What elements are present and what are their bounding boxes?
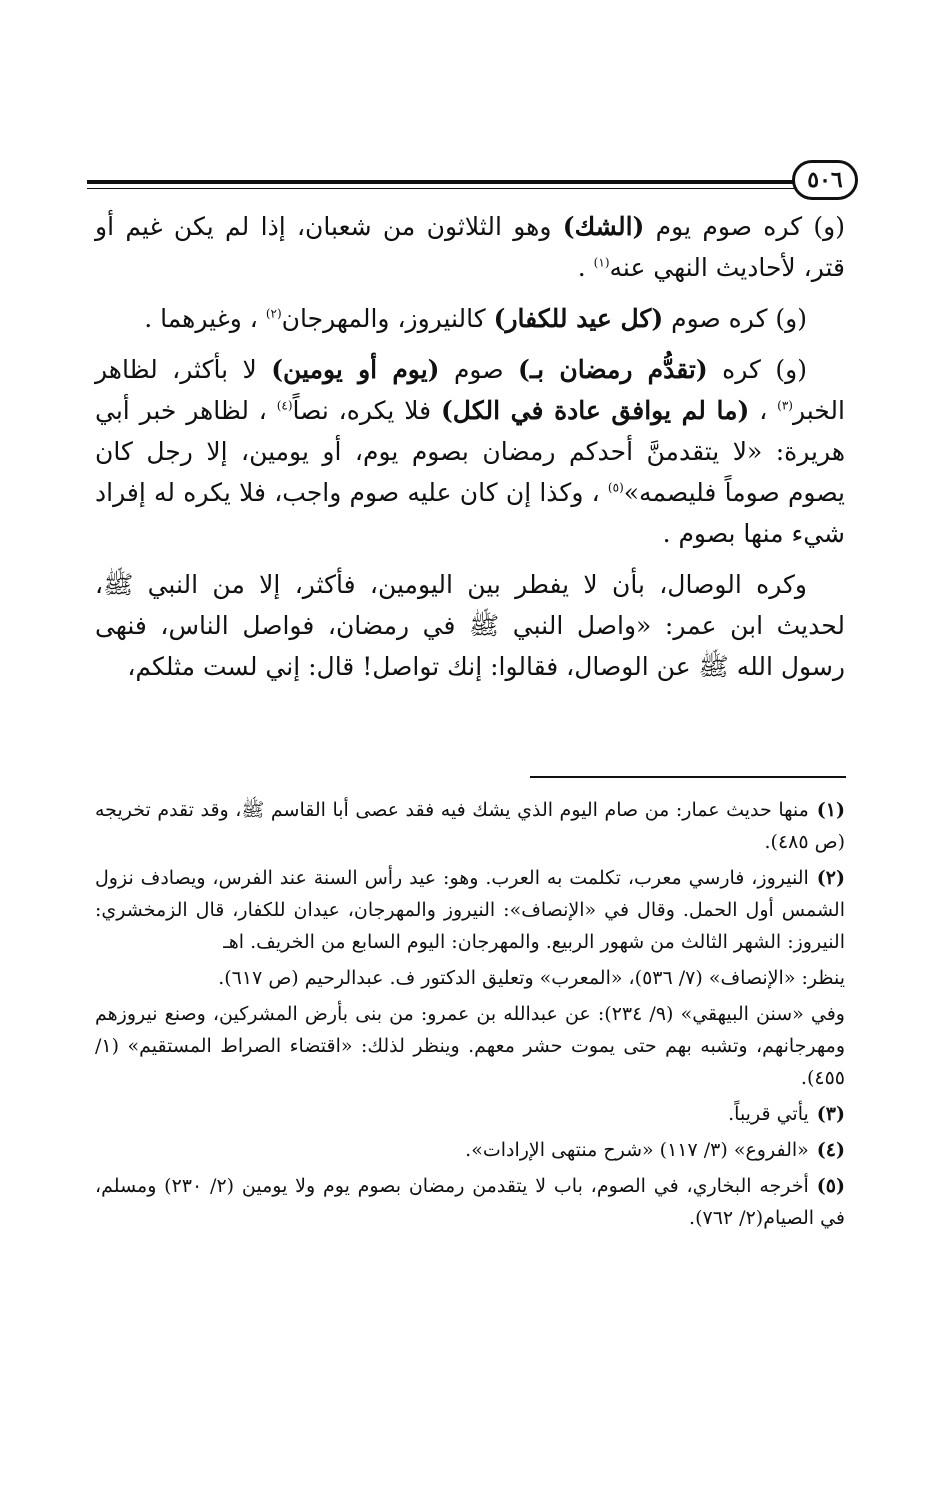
page-number: ٥٠٦	[792, 160, 858, 200]
bold-term: (ما لم يوافق عادة في الكل)	[440, 396, 750, 425]
footnote-separator	[530, 776, 846, 778]
footnote-ref[interactable]: (٥)	[607, 480, 624, 495]
header-rule-thin	[87, 188, 797, 189]
paragraph-3: (و) كره (تقدُّم رمضان بـ) صوم (يوم أو يومين) لا بأكثر، لظاهر الخبر$^{(٣)}$ ، (ما لم يوافق عادة في الكل) فلا يكره، نصاً$^{(٤)}$ ، لظاهر خبر أبي هريرة: «لا يتقدمنَّ أحدكم رمضان بصوم يوم، أو يومين، إلا رجل كان يصوم صوماً فليصمه»$^{(٥)}$ ، وكذا إن كان عليه صوم واجب، فلا يكره له إفراد شيء منها بصوم .	[95, 355, 845, 548]
bold-term: (كل عيد للكفار)	[493, 304, 664, 333]
paragraph-1: (و) كره صوم يوم (الشك) وهو الثلاثون من شعبان، إذا لم يكن غيم أو قتر، لأحاديث النهي عنه$^{(١)}$ .	[95, 212, 845, 282]
footnote-4: (٤)«الفروع» (٣/ ١١٧) «شرح منتهى الإرادات».	[465, 1139, 845, 1161]
footnote-3: (٣)يأتي قريباً.	[728, 1103, 845, 1125]
header-rule	[87, 180, 797, 184]
paragraph-4: وكره الوصال، بأن لا يفطر بين اليومين، فأكثر، إلا من النبي ﷺ، لحديث ابن عمر: «واصل النبي ﷺ في رمضان، فواصل الناس، فنهى رسول الله ﷺ عن الوصال، فقالوا: إنك تواصل! قال: إني لست مثلكم،	[95, 570, 845, 681]
bold-term: (الشك)	[562, 212, 645, 241]
footnote-2-ref: ينظر: «الإنصاف» (٧/ ٥٣٦)، «المعرب» وتعليق الدكتور ف. عبدالرحيم (ص ٦١٧).	[218, 967, 845, 989]
footnote-ref[interactable]: (٤)	[276, 398, 293, 413]
bold-term: (تقدُّم رمضان بـ)	[518, 355, 708, 384]
footnote-2-extra: وفي «سنن البيهقي» (٩/ ٢٣٤): عن عبدالله بن عمرو: من بنى بأرض المشركين، وصنع نيروزهم ومهرجانهم، وتشبه بهم حتى يموت حشر معهم. وينظر لذلك: «اقتضاء الصراط المستقيم» (١/ ٤٥٥).	[95, 1003, 845, 1089]
footnote-1: (١)منها حديث عمار: من صام اليوم الذي يشك فيه فقد عصى أبا القاسم ﷺ، وقد تقدم تخريجه (ص ٤٨٥).	[95, 799, 845, 853]
footnote-2: (٢)النيروز، فارسي معرب، تكلمت به العرب. وهو: عيد رأس السنة عند الفرس، ويصادف نزول الشمس أول الحمل. وقال في «الإنصاف»: النيروز والمهرجان، عيدان للكفار، قال الزمخشري: النيروز: الشهر الثالث من شهور الربيع. والمهرجان: اليوم السابع من الخريف. اهـ	[95, 867, 846, 953]
footnote-5: (٥)أخرجه البخاري، في الصوم، باب لا يتقدمن رمضان بصوم يوم ولا يومين (٢/ ٢٣٠) ومسلم، في الصيام(٢/ ٧٦٢).	[95, 1175, 845, 1229]
footnotes	[95, 794, 845, 1238]
footnote-ref[interactable]: (١)	[593, 255, 610, 270]
bold-term: (يوم أو يومين)	[271, 355, 440, 384]
main-text	[95, 206, 845, 687]
paragraph-2: (و) كره صوم (كل عيد للكفار) كالنيروز، والمهرجان$^{(٢)}$ ، وغيرهما .	[144, 304, 807, 333]
footnote-ref[interactable]: (٢)	[265, 306, 282, 321]
footnote-ref[interactable]: (٣)	[777, 398, 793, 413]
